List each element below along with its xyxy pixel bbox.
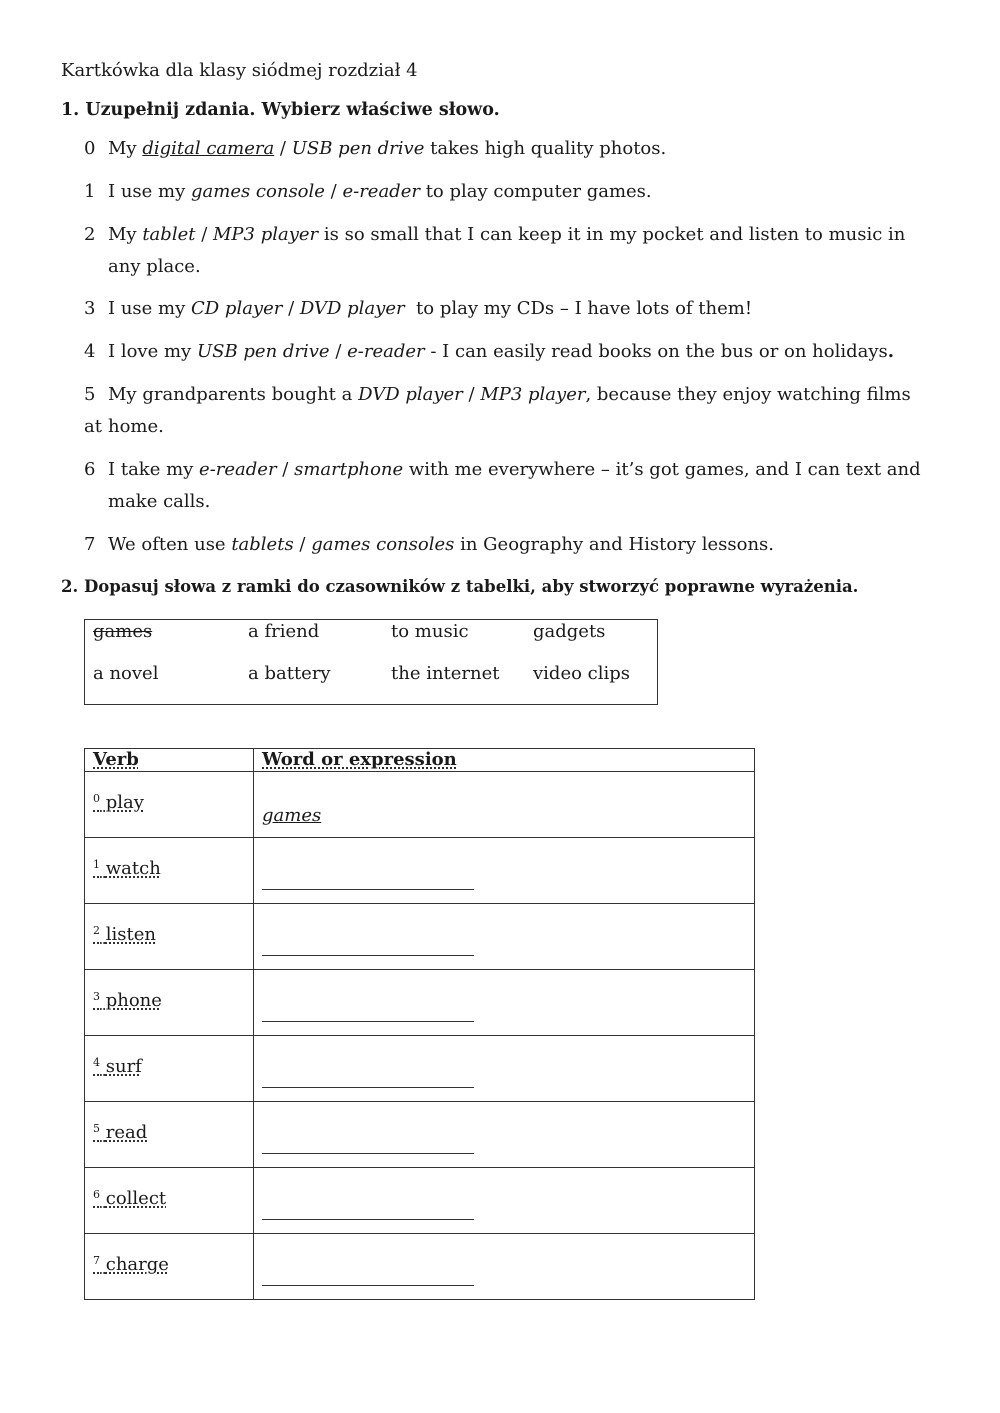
table-row xyxy=(85,1234,755,1300)
word-box xyxy=(84,619,658,705)
table-row xyxy=(85,1102,755,1168)
answer-blank[interactable] xyxy=(262,1271,474,1286)
verb-cell: $^3$ phone xyxy=(93,990,162,1011)
choice-option-1[interactable]: USB pen drive xyxy=(196,341,330,362)
choice-option-1[interactable]: tablets xyxy=(231,534,294,555)
answer-blank[interactable] xyxy=(262,1205,474,1220)
choice-option-1[interactable]: games console xyxy=(191,181,325,202)
box-word: a battery xyxy=(248,663,331,684)
column-header-word: Word or expression xyxy=(262,749,457,770)
answer-blank[interactable] xyxy=(262,1007,474,1022)
column-header-verb: Verb xyxy=(93,749,139,770)
answer-blank[interactable] xyxy=(262,875,474,890)
answer-blank[interactable] xyxy=(262,941,474,956)
table-header-row xyxy=(85,749,755,772)
choice-option-1[interactable]: DVD player xyxy=(358,384,463,405)
verb-cell: $^5$ read xyxy=(93,1122,148,1143)
table-row xyxy=(85,1036,755,1102)
sentence-2: 2 My tablet / MP3 player is so small that I can keep it in my pocket and listen to music in xyxy=(84,224,906,245)
choice-option-2[interactable]: DVD player xyxy=(299,298,405,319)
sentence-5-continuation: home. xyxy=(108,416,164,437)
choice-option-1[interactable]: e-reader xyxy=(199,459,277,480)
verb-cell: $^0$ play xyxy=(93,792,144,813)
choice-option-2[interactable]: smartphone xyxy=(294,459,404,480)
sentence-7: 7 We often use tablets / games consoles in Geography and History lessons. xyxy=(84,534,774,555)
matching-table xyxy=(84,748,755,1300)
choice-option-2[interactable]: MP3 player xyxy=(480,384,586,405)
verb-cell: $^6$ collect xyxy=(93,1188,167,1209)
box-word: a novel xyxy=(93,663,159,684)
choice-option-2[interactable]: USB pen drive xyxy=(291,138,425,159)
choice-option-1[interactable]: digital camera xyxy=(142,138,275,159)
page-title: Kartkówka dla klasy siódmej rozdział 4 xyxy=(61,60,418,81)
box-word-used: games xyxy=(93,621,153,642)
box-word: to music xyxy=(391,621,469,642)
table-row xyxy=(85,772,755,838)
verb-cell: $^1$ watch xyxy=(93,858,161,879)
box-word: the internet xyxy=(391,663,500,684)
choice-option-1[interactable]: tablet xyxy=(142,224,196,245)
choice-option-2[interactable]: e-reader xyxy=(342,181,420,202)
choice-option-2[interactable]: MP3 player xyxy=(212,224,319,245)
table-row xyxy=(85,1168,755,1234)
sentence-4: 4 I love my USB pen drive / e-reader - I can easily read books on the bus or on holidays. xyxy=(84,341,895,362)
verb-cell: $^4$ surf xyxy=(93,1056,142,1077)
sentence-1: 1 I use my games console / e-reader to play computer games. xyxy=(84,181,652,202)
answer-blank[interactable] xyxy=(262,1139,474,1154)
choice-option-2[interactable]: games consoles xyxy=(311,534,455,555)
exercise-1-heading: 1. Uzupełnij zdania. Wybierz właściwe słowo. xyxy=(61,100,500,120)
answer-blank[interactable] xyxy=(262,1073,474,1088)
answer-example: games xyxy=(262,805,322,826)
sentence-3: 3 I use my CD player / DVD player to play my CDs – I have lots of them! xyxy=(84,298,753,319)
choice-option-1[interactable]: CD player xyxy=(191,298,283,319)
sentence-6: 6 I take my e-reader / smartphone with me everywhere – it’s got games, and I can text and xyxy=(84,459,921,480)
table-row xyxy=(85,904,755,970)
sentence-0: 0 My digital camera / USB pen drive takes high quality photos. xyxy=(84,138,667,159)
table-row xyxy=(85,838,755,904)
box-word: gadgets xyxy=(533,621,606,642)
sentence-5: 5 My grandparents bought a DVD player / MP3 player, because they enjoy watching films at xyxy=(84,384,911,437)
box-word: video clips xyxy=(533,663,631,684)
exercise-2-heading: 2. Dopasuj słowa z ramki do czasowników z tabelki, aby stworzyć poprawne wyrażenia. xyxy=(61,577,859,596)
sentence-6-continuation: make calls. xyxy=(108,491,211,512)
sentence-2-continuation: any place. xyxy=(108,256,201,277)
verb-cell: $^2$ listen xyxy=(93,924,156,945)
box-word: a friend xyxy=(248,621,320,642)
verb-cell: $^7$ charge xyxy=(93,1254,169,1275)
choice-option-2[interactable]: e-reader xyxy=(347,341,425,362)
table-row xyxy=(85,970,755,1036)
